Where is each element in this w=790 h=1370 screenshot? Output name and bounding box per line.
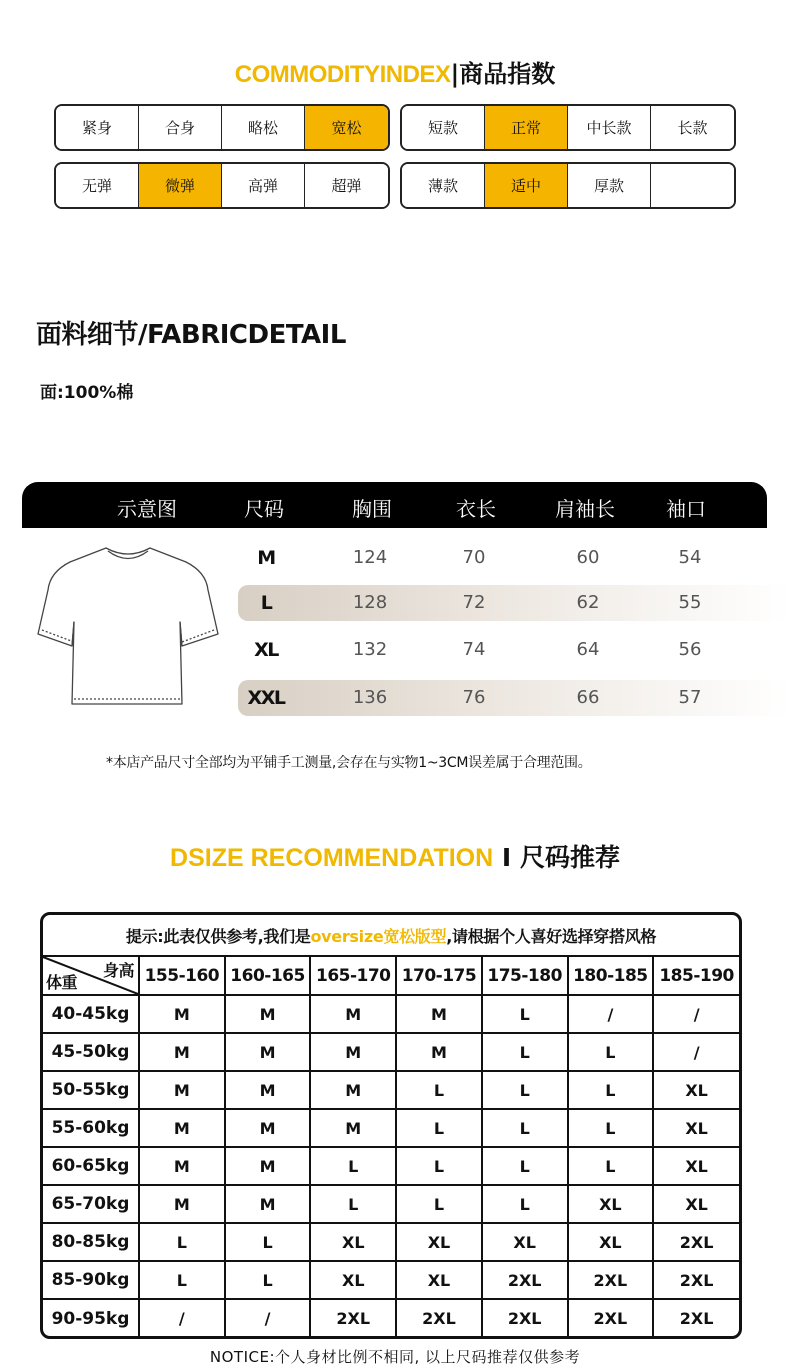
fit-option: 略松 <box>222 106 305 149</box>
chest-value: 128 <box>352 592 388 613</box>
chest-value: 132 <box>352 639 388 660</box>
thickness-index-group <box>400 162 736 209</box>
weight-row <box>43 1223 739 1261</box>
recommended-size: XL <box>653 1109 739 1147</box>
recommended-size: L <box>568 1033 654 1071</box>
length-index-group <box>400 104 736 151</box>
weight-range: 65-70kg <box>43 1185 139 1223</box>
cuff-value: 57 <box>678 687 702 708</box>
recommendation-title-en: DSIZE RECOMMENDATION <box>170 844 494 872</box>
recommended-size: XL <box>310 1261 396 1299</box>
recommended-size: XL <box>653 1147 739 1185</box>
length-value: 74 <box>462 639 486 660</box>
measurement-note: *本店产品尺寸全部均为平铺手工测量,会存在与实物1~3CM误差属于合理范围。 <box>106 755 592 771</box>
tip-highlight: oversize宽松版型 <box>310 926 447 946</box>
thickness-option: 厚款 <box>568 164 651 207</box>
length-option: 中长款 <box>568 106 651 149</box>
elasticity-option: 微弹 <box>139 164 222 207</box>
elasticity-option: 超弹 <box>305 164 388 207</box>
recommended-size: XL <box>568 1223 654 1261</box>
fit-option: 宽松 <box>305 106 388 149</box>
weight-range: 80-85kg <box>43 1223 139 1261</box>
tip-prefix: 提示:此表仅供参考,我们是 <box>125 926 311 946</box>
recommended-size: L <box>310 1185 396 1223</box>
recommended-size: M <box>225 1185 311 1223</box>
cuff-value: 54 <box>678 547 702 568</box>
recommended-size: M <box>139 1071 225 1109</box>
header-diagram: 示意图 <box>117 497 177 521</box>
recommended-size: M <box>310 1033 396 1071</box>
recommended-size: / <box>225 1299 311 1337</box>
fabric-composition: 面:100%棉 <box>40 383 134 403</box>
title-separator: | <box>450 60 460 88</box>
recommended-size: / <box>568 995 654 1033</box>
commodity-index-title-en: COMMODITYINDEX <box>234 61 451 88</box>
height-range: 155-160 <box>139 957 225 995</box>
elasticity-option: 高弹 <box>222 164 305 207</box>
recommended-size: L <box>482 995 568 1033</box>
thickness-option: 适中 <box>485 164 568 207</box>
recommended-size: M <box>225 995 311 1033</box>
recommended-size: 2XL <box>653 1261 739 1299</box>
recommended-size: L <box>310 1147 396 1185</box>
recommended-size: L <box>225 1261 311 1299</box>
recommended-size: 2XL <box>568 1299 654 1337</box>
height-range: 185-190 <box>653 957 739 995</box>
height-range: 180-185 <box>568 957 654 995</box>
chest-value: 136 <box>352 687 388 708</box>
height-range: 175-180 <box>482 957 568 995</box>
recommended-size: M <box>139 1185 225 1223</box>
weight-row <box>43 1033 739 1071</box>
recommended-size: L <box>139 1223 225 1261</box>
length-value: 72 <box>462 592 486 613</box>
weight-range: 55-60kg <box>43 1109 139 1147</box>
weight-range: 45-50kg <box>43 1033 139 1071</box>
recommended-size: L <box>396 1147 482 1185</box>
recommended-size: L <box>482 1185 568 1223</box>
corner-weight-label: 体重 <box>46 973 78 992</box>
header-size: 尺码 <box>244 497 284 521</box>
commodity-index-title <box>0 54 790 89</box>
size-label: XXL <box>247 687 285 709</box>
recommended-size: L <box>568 1071 654 1109</box>
recommended-size: 2XL <box>482 1261 568 1299</box>
size-row <box>238 632 790 668</box>
weight-range: 50-55kg <box>43 1071 139 1109</box>
recommendation-table-frame <box>40 912 742 1339</box>
recommended-size: 2XL <box>568 1261 654 1299</box>
size-label: XL <box>254 639 278 661</box>
recommendation-title-cn: 尺码推荐 <box>519 843 620 872</box>
elasticity-index-group <box>54 162 390 209</box>
cuff-value: 55 <box>678 592 702 613</box>
weight-row <box>43 1299 739 1337</box>
weight-range: 40-45kg <box>43 995 139 1033</box>
recommended-size: M <box>310 1071 396 1109</box>
recommended-size: M <box>310 1109 396 1147</box>
recommended-size: L <box>396 1109 482 1147</box>
header-shoulder-sleeve: 肩袖长 <box>555 497 615 521</box>
weight-row <box>43 1147 739 1185</box>
corner-cell <box>43 957 139 995</box>
weight-row <box>43 1185 739 1223</box>
recommended-size: 2XL <box>310 1299 396 1337</box>
length-value: 76 <box>462 687 486 708</box>
recommended-size: L <box>482 1109 568 1147</box>
thickness-option <box>651 164 734 207</box>
recommended-size: L <box>482 1033 568 1071</box>
length-option: 正常 <box>485 106 568 149</box>
recommended-size: L <box>568 1147 654 1185</box>
size-label: M <box>257 547 275 569</box>
height-range: 160-165 <box>225 957 311 995</box>
thickness-option: 薄款 <box>402 164 485 207</box>
recommended-size: XL <box>310 1223 396 1261</box>
recommended-size: XL <box>653 1071 739 1109</box>
recommendation-title <box>0 838 790 874</box>
recommended-size: L <box>396 1071 482 1109</box>
recommended-size: XL <box>568 1185 654 1223</box>
recommended-size: M <box>225 1033 311 1071</box>
header-chest: 胸围 <box>352 497 392 521</box>
recommended-size: M <box>225 1147 311 1185</box>
weight-row <box>43 995 739 1033</box>
recommendation-tip <box>43 915 739 957</box>
shoulder-sleeve-value: 64 <box>576 639 600 660</box>
shoulder-sleeve-value: 60 <box>576 547 600 568</box>
recommended-size: / <box>139 1299 225 1337</box>
recommended-size: M <box>310 995 396 1033</box>
tip-suffix: ,请根据个人喜好选择穿搭风格 <box>446 926 657 946</box>
recommended-size: L <box>139 1261 225 1299</box>
weight-row <box>43 1261 739 1299</box>
recommended-size: XL <box>396 1261 482 1299</box>
recommended-size: / <box>653 995 739 1033</box>
recommended-size: L <box>225 1223 311 1261</box>
shoulder-sleeve-value: 62 <box>576 592 600 613</box>
length-option: 长款 <box>651 106 734 149</box>
shoulder-sleeve-value: 66 <box>576 687 600 708</box>
recommended-size: M <box>139 1109 225 1147</box>
weight-range: 60-65kg <box>43 1147 139 1185</box>
title-separator: I <box>501 843 512 872</box>
recommended-size: XL <box>653 1185 739 1223</box>
header-length: 衣长 <box>456 497 496 521</box>
recommended-size: L <box>396 1185 482 1223</box>
recommended-size: 2XL <box>653 1223 739 1261</box>
recommended-size: M <box>396 995 482 1033</box>
weight-range: 85-90kg <box>43 1261 139 1299</box>
fit-option: 合身 <box>139 106 222 149</box>
recommended-size: / <box>653 1033 739 1071</box>
recommended-size: M <box>139 1147 225 1185</box>
size-label: L <box>260 592 272 614</box>
header-cuff: 袖口 <box>666 497 706 521</box>
fit-index-group <box>54 104 390 151</box>
elasticity-option: 无弹 <box>56 164 139 207</box>
recommendation-table <box>43 957 739 1337</box>
size-row <box>238 585 790 621</box>
recommended-size: L <box>482 1071 568 1109</box>
size-row <box>238 540 790 576</box>
recommended-size: M <box>396 1033 482 1071</box>
chest-value: 124 <box>352 547 388 568</box>
weight-row <box>43 1071 739 1109</box>
length-option: 短款 <box>402 106 485 149</box>
recommended-size: L <box>568 1109 654 1147</box>
recommended-size: M <box>139 1033 225 1071</box>
recommended-size: M <box>225 1071 311 1109</box>
length-value: 70 <box>462 547 486 568</box>
commodity-index-title-cn: 商品指数 <box>459 60 556 88</box>
height-range: 165-170 <box>310 957 396 995</box>
recommended-size: L <box>482 1147 568 1185</box>
fit-option: 紧身 <box>56 106 139 149</box>
notice-text: NOTICE:个人身材比例不相同, 以上尺码推荐仅供参考 <box>209 1348 581 1366</box>
recommended-size: 2XL <box>482 1299 568 1337</box>
fabric-title: 面料细节/FABRICDETAIL <box>36 320 346 350</box>
cuff-value: 56 <box>678 639 702 660</box>
recommended-size: XL <box>482 1223 568 1261</box>
height-range: 170-175 <box>396 957 482 995</box>
recommended-size: 2XL <box>653 1299 739 1337</box>
size-table-header <box>22 482 767 528</box>
weight-range: 90-95kg <box>43 1299 139 1337</box>
recommended-size: XL <box>396 1223 482 1261</box>
recommended-size: M <box>139 995 225 1033</box>
weight-row <box>43 1109 739 1147</box>
recommended-size: M <box>225 1109 311 1147</box>
size-row <box>238 680 790 716</box>
height-header-row <box>43 957 739 995</box>
corner-height-label: 身高 <box>102 961 134 980</box>
tshirt-diagram-icon <box>36 542 222 714</box>
recommended-size: 2XL <box>396 1299 482 1337</box>
